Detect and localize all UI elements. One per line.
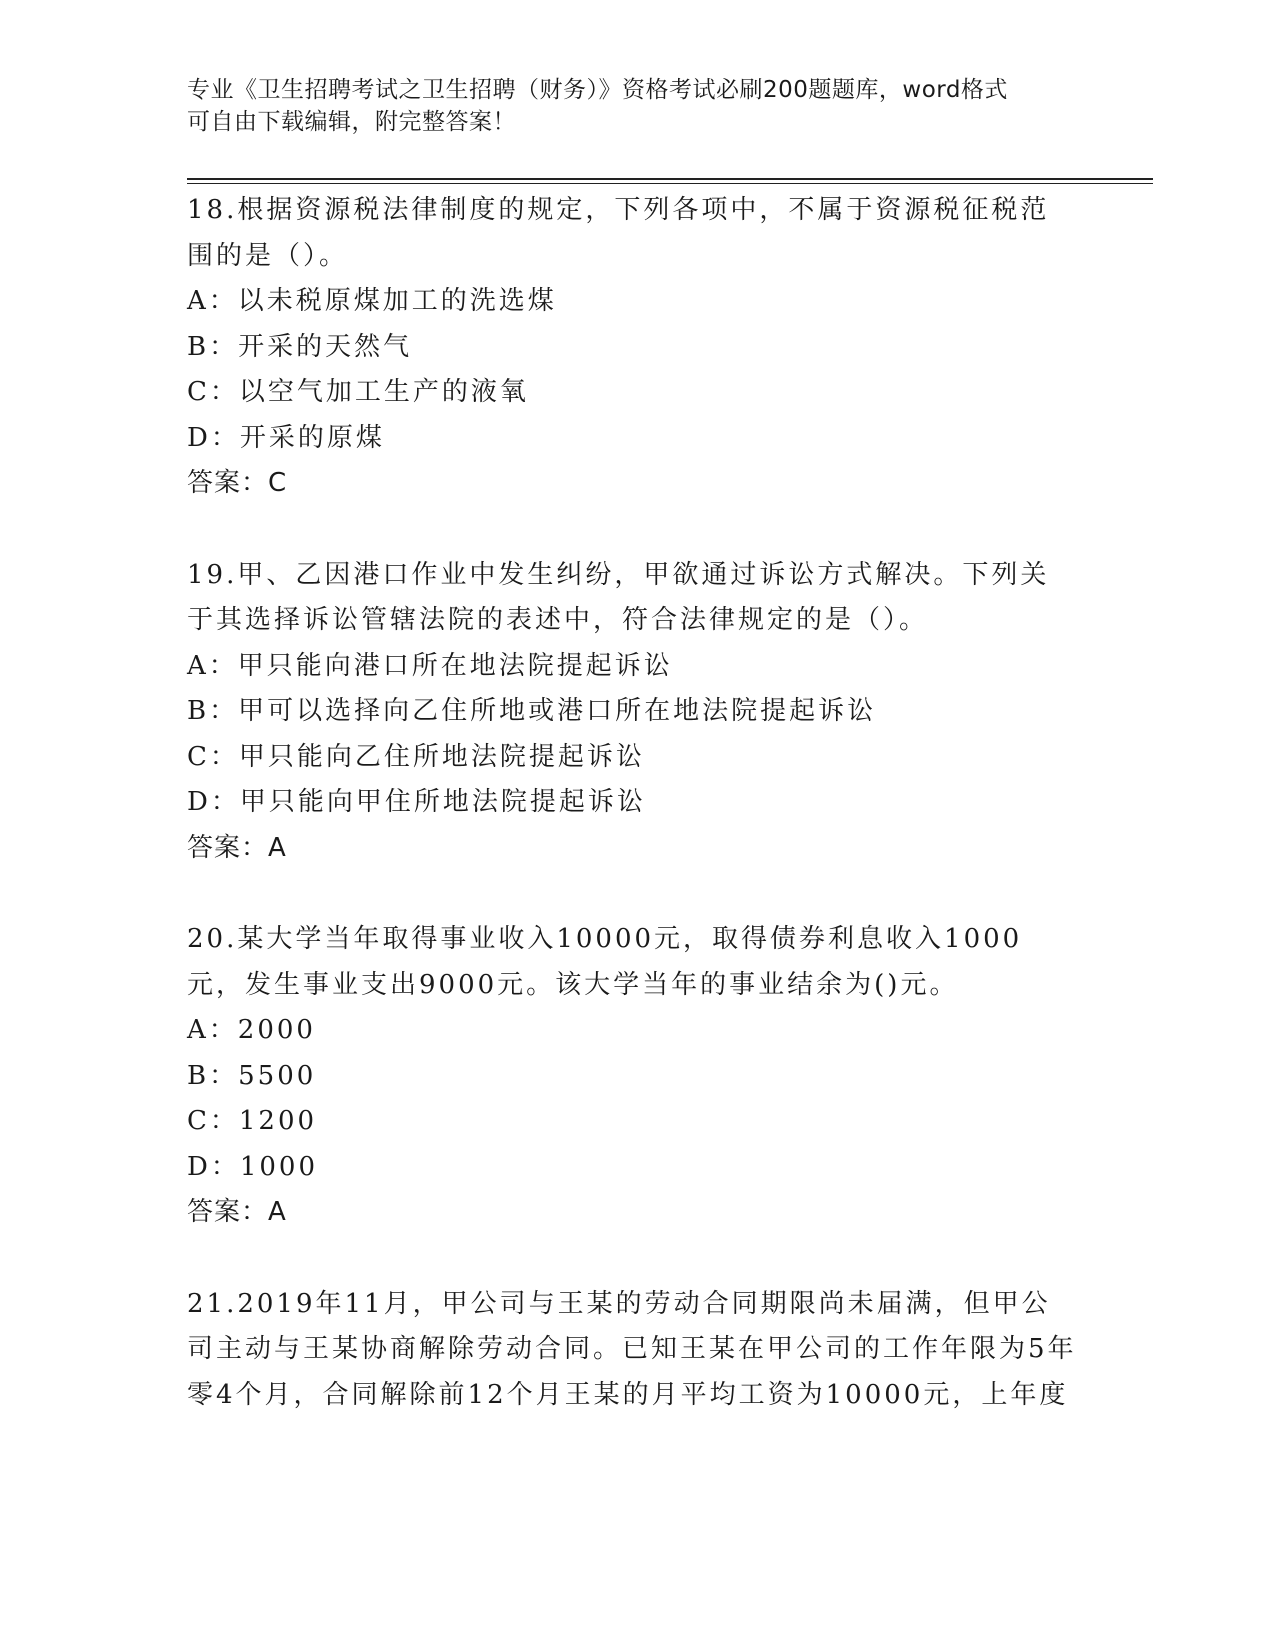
question-20 xyxy=(187,917,1077,1236)
option-b: B：甲可以选择向乙住所地或港口所在地法院提起诉讼 xyxy=(187,696,877,726)
question-text: 19.甲、乙因港口作业中发生纠纷，甲欲通过诉讼方式解决。下列关于其选择诉讼管辖法院的表述中，符合法律规定的是（）。 xyxy=(187,559,1050,635)
option-b: B：开采的天然气 xyxy=(187,331,413,362)
option-c: C：以空气加工生产的液氧 xyxy=(187,377,529,407)
answer-line: 答案：A xyxy=(187,832,287,863)
option-c: C：1200 xyxy=(187,1106,318,1136)
option-a: A：2000 xyxy=(187,1015,316,1045)
option-c: C：甲只能向乙住所地法院提起诉讼 xyxy=(187,741,645,772)
question-19 xyxy=(187,553,1077,872)
header-line-1: 专业《卫生招聘考试之卫生招聘（财务）》资格考试必刷200题题库，word格式 xyxy=(187,77,1008,103)
option-d: D：开采的原煤 xyxy=(187,422,385,453)
option-a: A：以未税原煤加工的洗选煤 xyxy=(187,286,557,316)
question-text: 18.根据资源税法律制度的规定，下列各项中，不属于资源税征税范围的是（）。 xyxy=(187,195,1050,271)
document-header xyxy=(187,74,1067,138)
answer-line: 答案：C xyxy=(187,468,288,498)
question-18 xyxy=(187,188,1077,507)
header-divider-thick xyxy=(187,178,1153,180)
header-divider-thin xyxy=(187,183,1153,184)
question-list xyxy=(187,188,1077,1418)
answer-line: 答案：A xyxy=(187,1197,287,1227)
header-line-2: 可自由下载编辑，附完整答案！ xyxy=(187,109,516,135)
question-text: 20.某大学当年取得事业收入10000元，取得债券利息收入1000元，发生事业支出9000元。该大学当年的事业结余为()元。 xyxy=(187,924,1023,1000)
option-b: B：5500 xyxy=(187,1060,317,1091)
option-d: D：1000 xyxy=(187,1151,319,1182)
question-text: 21.2019年11月，甲公司与王某的劳动合同期限尚未届满，但甲公司主动与王某协商解除劳动合同。已知王某在甲公司的工作年限为5年零4个月，合同解除前12个月王某的月平均工资为10000元，上年度 xyxy=(187,1288,1077,1410)
option-a: A：甲只能向港口所在地法院提起诉讼 xyxy=(187,650,673,681)
question-21 xyxy=(187,1282,1077,1419)
option-d: D：甲只能向甲住所地法院提起诉讼 xyxy=(187,787,646,817)
